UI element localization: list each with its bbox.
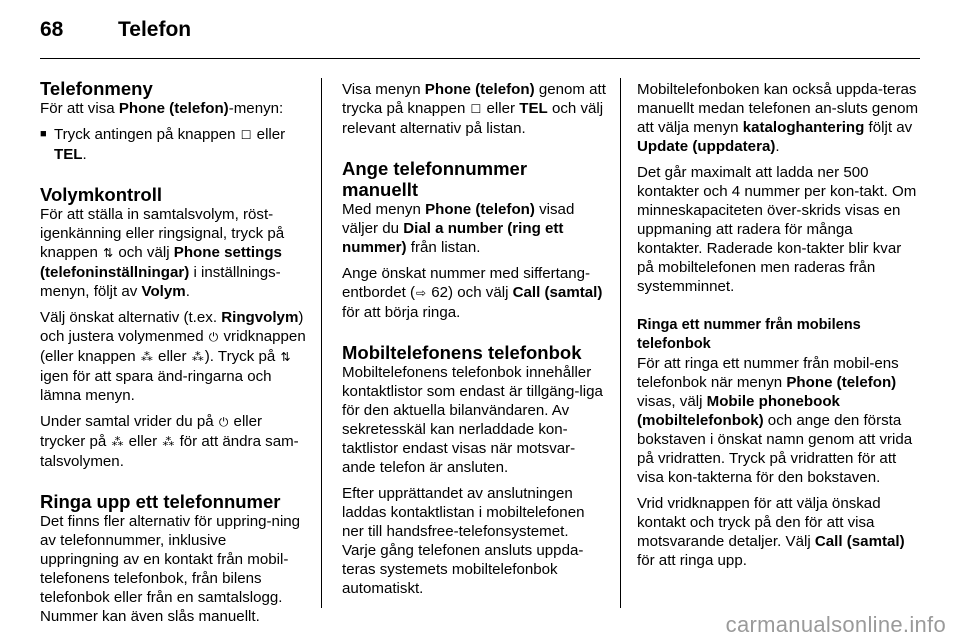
bullet-icon: ■ bbox=[40, 128, 47, 140]
paragraph: Det går maximalt att ladda ner 500 kontakter och 4 nummer per kon-takt. Om minneskapaciteten över-skrids visas en uppmaning att radera för många kontakter. Raderade kon-takter blir kvar på mobiltelefonen men raderas från systemminnet. bbox=[637, 164, 917, 295]
config-button-icon: ⇅ bbox=[280, 350, 291, 364]
paragraph: För att ställa in samtalsvolym, röst-igenkänning eller ringsignal, tryck på knappen ⇅ och välj Phone settings (telefoninställningar) i inställnings-menyn, följt av Volym. bbox=[40, 206, 285, 300]
paragraph: Mobiltelefonboken kan också uppda-teras manuellt medan telefonen an-sluts genom att välja menyn kataloghantering följt av Update (uppdatera). bbox=[637, 81, 919, 155]
paragraph: Vrid vridknappen för att välja önskad kontakt och tryck på den för att visa motsvarande detaljer. Välj Call (samtal) för att ringa upp. bbox=[637, 495, 905, 569]
config-button-icon: ⇅ bbox=[103, 246, 114, 260]
column-2 bbox=[342, 80, 606, 605]
page-title: Telefon bbox=[118, 18, 192, 41]
column-divider bbox=[321, 78, 322, 608]
adjust-button-icon: ⁂ bbox=[140, 350, 153, 364]
section-heading-mobiltelefonens-telefonbok: Mobiltelefonens telefonbok bbox=[342, 342, 582, 363]
watermark: carmanualsonline.info bbox=[725, 612, 946, 637]
paragraph: Med menyn Phone (telefon) visad väljer du Dial a number (ring ett nummer) från listan. bbox=[342, 201, 575, 256]
paragraph: Under samtal vrider du på ⏻ eller trycker på ⁂ eller ⁂ för att ändra sam-talsvolymen. bbox=[40, 413, 299, 470]
paragraph: Det finns fler alternativ för uppring-ning av telefonnummer, inklusive uppringning av en kontakt från mobil-telefonens telefonbok, från bilens telefonbok eller från en samtalslogg. Nummer kan även slås manuellt. bbox=[40, 513, 301, 625]
page-header bbox=[40, 18, 191, 42]
paragraph: Mobiltelefonens telefonbok innehåller kontaktlistor som endast är tillgäng-liga för den aktuella bilanvändaren. Av sekretesskäl kan nerladdade kon-taktlistor endast visas när motsvar-ande telefon är ansluten. bbox=[342, 364, 603, 476]
section-heading-ange-telefonnummer: Ange telefonnummer manuellt bbox=[342, 158, 528, 200]
volume-knob-icon: ⏻ bbox=[208, 330, 219, 344]
paragraph: Ange önskat nummer med siffertang-entbordet (⇨ 62) och välj Call (samtal) för att börja ringa. bbox=[342, 265, 603, 321]
paragraph: Välj önskat alternativ (t.ex. Ringvolym) och justera volymenmed ⏻ vridknappen (eller knappen ⁂ eller ⁂). Tryck på ⇅ igen för att spara änd-ringarna och lämna menyn. bbox=[40, 309, 306, 404]
list-item: ■ Tryck antingen på knappen ☐ eller TEL. bbox=[40, 126, 286, 163]
adjust-button-icon: ⁂ bbox=[111, 435, 124, 449]
paragraph: Visa menyn Phone (telefon) genom att trycka på knappen ☐ eller TEL och välj relevant alternativ på listan. bbox=[342, 81, 606, 137]
phone-button-icon: ☐ bbox=[470, 102, 482, 116]
page-reference-icon: ⇨ bbox=[416, 286, 427, 300]
paragraph: Efter upprättandet av anslutningen laddas kontaktlistan i mobiltelefonen ner till handsfree-telefonsystemet. Varje gång telefonen ansluts uppda-teras systemets mobiltelefonbok automatiskt. bbox=[342, 485, 585, 597]
paragraph: För att visa Phone (telefon)-menyn: bbox=[40, 100, 284, 117]
volume-knob-icon: ⏻ bbox=[218, 415, 229, 429]
phone-button-icon: ☐ bbox=[240, 128, 252, 142]
paragraph: För att ringa ett nummer från mobil-ens telefonbok när menyn Phone (telefon) visas, välj Mobile phonebook (mobiltelefonbok) och ange den första bokstaven i önskat namn genom att vrida på vridratten. Tryck på vridratten för att visa kon-takterna för den bokstaven. bbox=[637, 355, 913, 486]
page-number: 68 bbox=[40, 18, 64, 41]
section-heading-telefonmeny: Telefonmeny bbox=[40, 78, 153, 99]
section-heading-ringa-nummer-mobil: Ringa ett nummer från mobilens telefonbok bbox=[637, 317, 861, 352]
column-divider bbox=[620, 78, 621, 608]
column-3 bbox=[637, 80, 921, 577]
section-heading-ringa-upp: Ringa upp ett telefonnumer bbox=[40, 491, 281, 512]
header-rule bbox=[40, 58, 920, 59]
adjust-button-icon: ⁂ bbox=[191, 350, 204, 364]
column-1 bbox=[40, 78, 308, 633]
adjust-button-icon: ⁂ bbox=[162, 435, 175, 449]
section-heading-volymkontroll: Volymkontroll bbox=[40, 184, 162, 205]
